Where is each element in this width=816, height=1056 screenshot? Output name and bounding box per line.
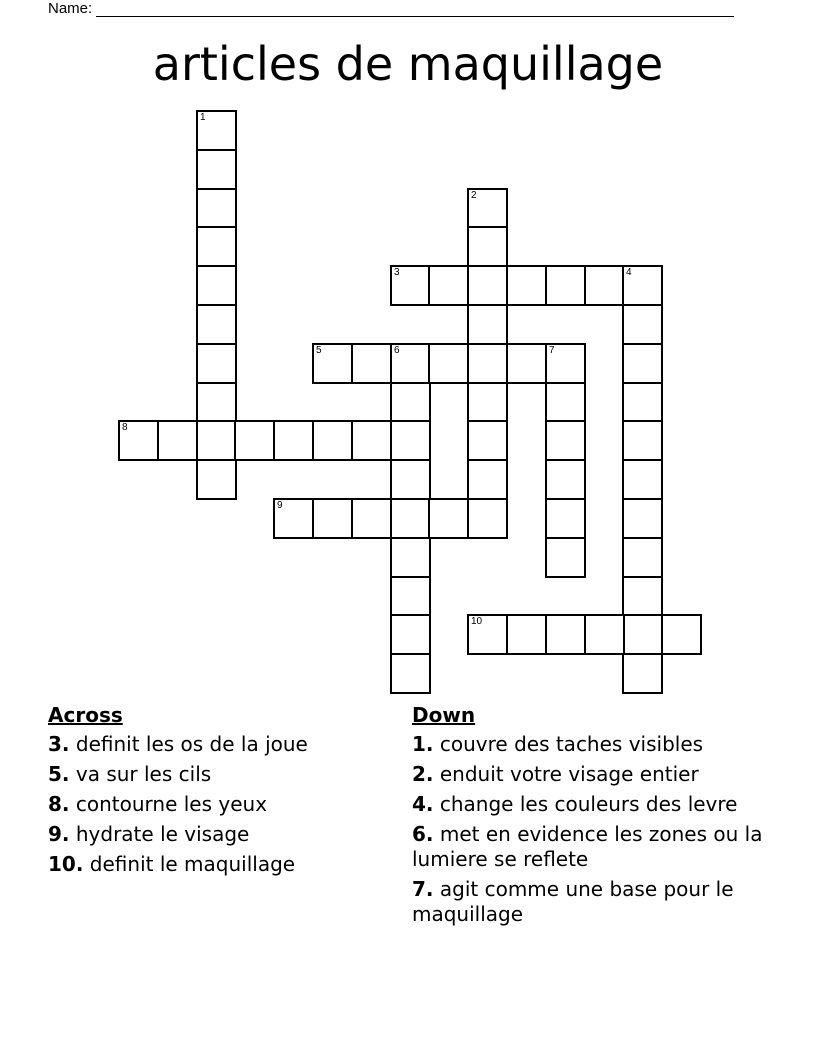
down-clue [412,762,772,787]
crossword-cell[interactable] [351,420,392,461]
crossword-cell[interactable] [196,459,237,500]
crossword-cell[interactable] [545,265,586,306]
crossword-cell[interactable] [390,498,431,539]
cell-number: 3 [394,267,400,278]
crossword-cell[interactable] [428,265,469,306]
crossword-cell[interactable] [545,420,586,461]
crossword-cell[interactable] [545,459,586,500]
crossword-cell[interactable] [622,265,663,306]
crossword-cell[interactable] [196,149,237,190]
crossword-cell[interactable] [390,343,431,384]
crossword-cell[interactable] [622,614,663,655]
clue-text: va sur les cils [75,762,212,786]
cell-number: 2 [471,190,477,201]
crossword-cell[interactable] [467,420,508,461]
crossword-cell[interactable] [196,304,237,345]
cell-number: 5 [316,345,322,356]
across-clue [48,732,388,757]
clue-text: hydrate le visage [75,822,250,846]
clue-text: contourne les yeux [75,792,268,816]
cell-number: 1 [200,112,206,123]
clue-number: 2. [412,762,434,786]
crossword-cell[interactable] [312,498,353,539]
down-clue [412,792,772,817]
crossword-cell[interactable] [467,498,508,539]
cell-number: 6 [394,345,400,356]
crossword-cell[interactable] [351,498,392,539]
clue-text: enduit votre visage entier [439,762,699,786]
crossword-cell[interactable] [622,343,663,384]
crossword-cell[interactable] [273,420,314,461]
cell-number: 8 [122,422,128,433]
clue-number: 3. [48,732,70,756]
crossword-cell[interactable] [467,343,508,384]
down-clue [412,822,772,872]
crossword-cell[interactable] [622,653,663,694]
clue-number: 6. [412,822,434,846]
crossword-cell[interactable] [390,265,431,306]
crossword-cell[interactable] [196,382,237,423]
crossword-cell[interactable] [622,304,663,345]
clue-text: change les couleurs des levre [439,792,738,816]
clue-number: 5. [48,762,70,786]
crossword-cell[interactable] [506,614,547,655]
crossword-cell[interactable] [467,265,508,306]
clue-text: agit comme une base pour le maquillage [412,877,734,926]
across-heading: Across [48,703,123,727]
crossword-cell[interactable] [390,537,431,578]
clue-number: 7. [412,877,434,901]
across-clues [48,702,388,882]
across-clue [48,822,388,847]
crossword-cell[interactable] [312,343,353,384]
crossword-cell[interactable] [196,343,237,384]
down-clues [412,702,772,932]
crossword-cell[interactable] [622,498,663,539]
across-clue [48,762,388,787]
crossword-cell[interactable] [584,614,625,655]
crossword-cell[interactable] [428,498,469,539]
crossword-cell[interactable] [622,537,663,578]
crossword-cell[interactable] [390,382,431,423]
crossword-cell[interactable] [157,420,198,461]
clue-number: 10. [48,852,84,876]
page-title: articles de maquillage [152,37,664,91]
crossword-cell[interactable] [467,188,508,229]
clue-text: met en evidence les zones ou la lumiere se reflete [412,822,763,871]
clue-number: 4. [412,792,434,816]
crossword-cell[interactable] [428,343,469,384]
crossword-cell[interactable] [312,420,353,461]
crossword-cell[interactable] [390,614,431,655]
across-clue [48,792,388,817]
crossword-cell[interactable] [273,498,314,539]
crossword-cell[interactable] [390,420,431,461]
crossword-cell[interactable] [622,420,663,461]
crossword-cell[interactable] [622,459,663,500]
crossword-cell[interactable] [467,382,508,423]
crossword-cell[interactable] [196,188,237,229]
crossword-cell[interactable] [467,614,508,655]
clue-number: 8. [48,792,70,816]
clue-number: 9. [48,822,70,846]
clue-number: 1. [412,732,434,756]
crossword-cell[interactable] [506,265,547,306]
crossword-cell[interactable] [196,420,237,461]
crossword-cell[interactable] [390,459,431,500]
cell-number: 9 [277,500,283,511]
clue-text: definit les os de la joue [75,732,308,756]
crossword-cell[interactable] [390,576,431,617]
crossword-cell[interactable] [545,343,586,384]
cell-number: 4 [626,267,632,278]
crossword-cell[interactable] [545,498,586,539]
clue-text: definit le maquillage [89,852,296,876]
name-label: Name: [48,0,93,17]
down-heading: Down [412,703,476,727]
crossword-cell[interactable] [390,653,431,694]
down-clue [412,732,772,757]
across-clue [48,852,388,877]
crossword-cell[interactable] [467,304,508,345]
crossword-cell[interactable] [234,420,275,461]
crossword-cell[interactable] [196,265,237,306]
crossword-cell[interactable] [196,226,237,267]
crossword-cell[interactable] [545,537,586,578]
down-clue [412,877,772,927]
crossword-cell[interactable] [467,226,508,267]
crossword-cell[interactable] [506,343,547,384]
crossword-cell[interactable] [467,459,508,500]
crossword-cell[interactable] [118,420,159,461]
crossword-cell[interactable] [661,614,702,655]
crossword-cell[interactable] [584,265,625,306]
cell-number: 7 [549,345,555,356]
clue-text: couvre des taches visibles [439,732,704,756]
crossword-cell[interactable] [622,382,663,423]
crossword-cell[interactable] [545,382,586,423]
crossword-cell[interactable] [545,614,586,655]
crossword-cell[interactable] [196,110,237,151]
crossword-cell[interactable] [622,576,663,617]
crossword-cell[interactable] [351,343,392,384]
cell-number: 10 [471,616,483,627]
